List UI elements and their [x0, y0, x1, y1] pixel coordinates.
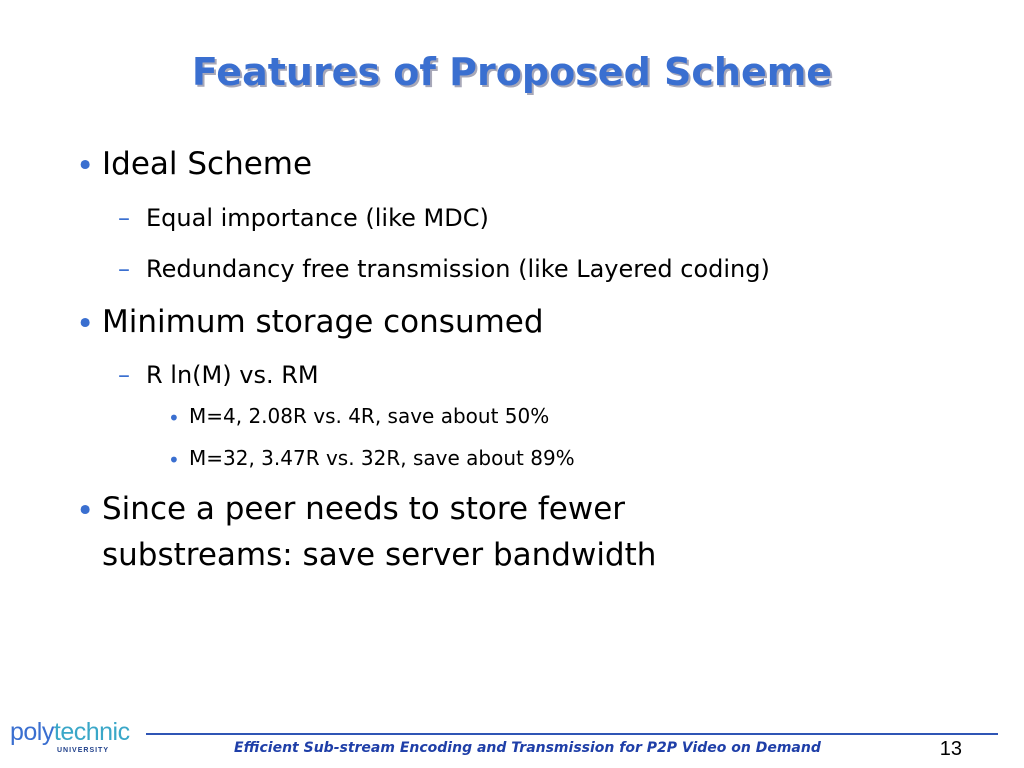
bullet-since-a-peer-line1: Since a peer needs to store fewer: [102, 491, 626, 527]
bullet-marker: •: [76, 306, 95, 342]
sub-bullet-r-ln-m: R ln(M) vs. RM: [146, 361, 319, 389]
logo-wordmark: [10, 718, 130, 747]
logo-university-text: UNIVERSITY: [57, 747, 110, 754]
bullet-since-a-peer-line2: substreams: save server bandwidth: [102, 537, 657, 573]
bullet-marker: •: [168, 406, 180, 430]
bullet-ideal-scheme: Ideal Scheme: [102, 146, 313, 182]
bullet-marker: •: [76, 148, 95, 184]
sub-sub-bullet-m4: M=4, 2.08R vs. 4R, save about 50%: [189, 404, 550, 428]
footer-caption: Efficient Sub-stream Encoding and Transmission for P2P Video on Demand: [234, 740, 821, 756]
page-number: 13: [939, 738, 962, 760]
slide-title: Features of Proposed Scheme: [191, 50, 833, 94]
dash-marker: –: [118, 255, 130, 283]
footer-rule: [146, 733, 998, 735]
logo-technic-text: technic: [53, 718, 130, 746]
polytechnic-logo: [10, 718, 145, 760]
sub-bullet-redundancy-free: Redundancy free transmission (like Layered coding): [146, 255, 770, 283]
sub-sub-bullet-m32: M=32, 3.47R vs. 32R, save about 89%: [189, 446, 575, 470]
logo-poly-text: poly: [10, 718, 54, 746]
bullet-minimum-storage: Minimum storage consumed: [102, 304, 544, 340]
bullet-marker: •: [76, 493, 95, 529]
bullet-marker: •: [168, 448, 180, 472]
sub-bullet-equal-importance: Equal importance (like MDC): [146, 204, 489, 232]
dash-marker: –: [118, 204, 130, 232]
dash-marker: –: [118, 361, 130, 389]
